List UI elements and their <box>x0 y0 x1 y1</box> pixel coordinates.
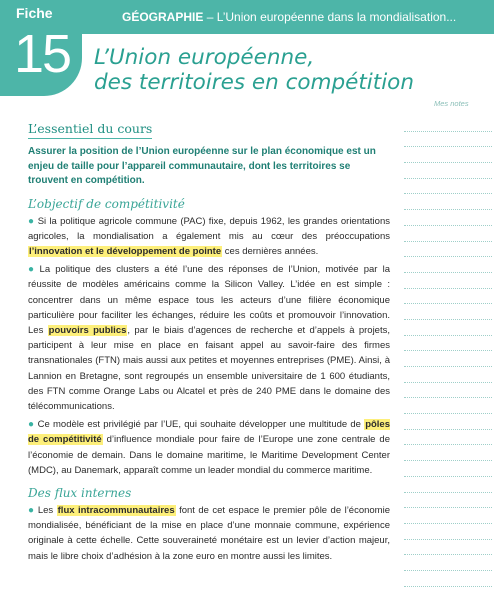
fiche-number: 15 <box>14 24 71 84</box>
section-title-competitivite: L’objectif de compétitivité <box>28 196 185 211</box>
notes-lines <box>404 116 492 587</box>
highlight: pôles de compétitivité <box>28 419 390 446</box>
essentiel-title: L’essentiel du cours <box>28 121 152 139</box>
bullet-dot-icon: ● <box>28 419 35 431</box>
paragraph: ● La politique des clusters a été l’une des réponses de l’Union, motivée par la réussite de modèles américains comme la Silicon Valley. L’idée en est simple : concentrer dans un même espace tous les acteurs d’une filière économique particulière pour faciliter les échanges, réduire les coûts et promouvoir l’innovation. Les pouvoirs publics, par le biais d’agences de recherche et d’appels à projets, participent à leur mise en place en faisant appel au savoir-faire des firmes transnationales (FTN) mais aussi aux petites et moyennes entreprises (PME). Ainsi, à Lannion en Bretagne, sont regroupés un ensemble universitaire de 1 600 étudiants, des FTN comme Orange Labs ou Alcatel et près de 240 PME dans le domaine des télécommunications. <box>28 264 390 412</box>
section-title-flux: Des flux internes <box>28 485 132 500</box>
page-title <box>94 45 434 95</box>
highlight: l’innovation et le développement de pointe <box>29 245 222 257</box>
bullet-dot-icon: ● <box>28 264 37 276</box>
fiche-tab <box>0 0 82 96</box>
paragraph: ● Si la politique agricole commune (PAC) fixe, depuis 1962, les grandes orientations agricoles, la mondialisation a également mis au cœur des préoccupations l’innovation et le développement de pointe ces dernières années. <box>28 215 390 257</box>
band-text: – L’Union européenne dans la mondialisation... <box>203 10 457 24</box>
title-line-1: L’Union européenne, <box>94 45 315 70</box>
fiche-label: Fiche <box>16 5 53 21</box>
highlight: flux intracommunautaires <box>57 504 175 516</box>
title-line-2: des territoires en compétition <box>94 70 414 95</box>
bullet-dot-icon: ● <box>28 215 35 227</box>
paragraph: ● Ce modèle est privilégié par l’UE, qui souhaite développer une multitude de pôles de compétitivité d’influence mondiale pour faire de l’Europe une zone centrale de l’économie de demain. Dans le domaine maritime, le Maritime Development Center (MDC), au Danemark, apparaît comme un leader mondial du commerce maritime. <box>28 419 390 476</box>
intro-paragraph: Assurer la position de l’Union européenne sur le plan économique est un enjeu de taille pour l’appareil communautaire, dont les territoires se trouvent en compétition. <box>28 146 376 186</box>
paragraph: ● Les flux intracommunautaires font de cet espace le premier pôle de l’économie mondialisée, bénéficiant de la mise en place d’une monnaie commune, expérience originale à cette échelle. Cette souveraineté monétaire est un levier d’action majeur, mais le libre choix d’adhésion à la zone euro en montre aussi les limites. <box>28 504 390 562</box>
notes-label: Mes notes <box>434 99 469 108</box>
highlight: pouvoirs publics <box>48 324 127 336</box>
band-subject: GÉOGRAPHIE <box>122 10 204 24</box>
main-content <box>28 121 390 564</box>
bullet-dot-icon: ● <box>28 504 35 516</box>
header-band <box>82 0 494 34</box>
